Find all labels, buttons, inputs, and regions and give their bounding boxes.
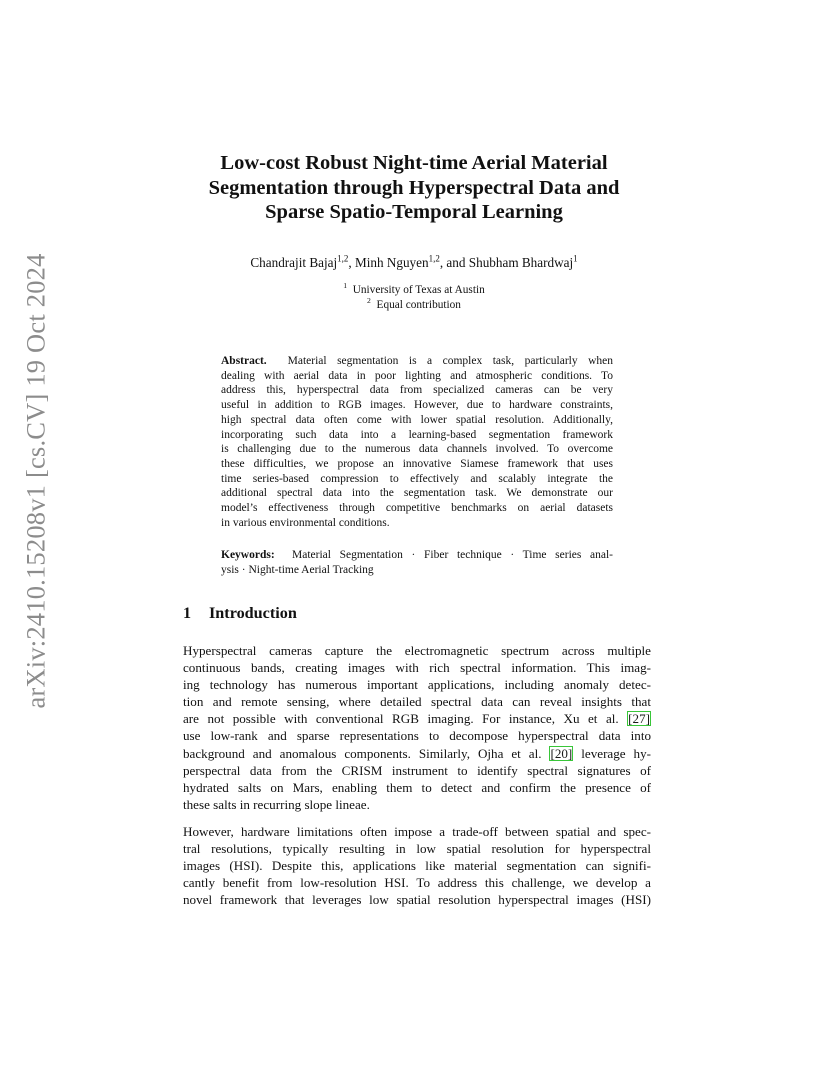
paragraph-line: images (HSI). Despite this, applications like material segmentation can signifi- [183, 858, 651, 874]
citation-link[interactable]: [20] [550, 745, 573, 761]
paragraph-line: novel framework that leverages low spatial resolution hyperspectral images (HSI) [183, 892, 651, 908]
abstract-line: useful in addition to RGB images. However, due to hardware constraints, [221, 399, 613, 412]
author-affiliation-mark: 1,2 [337, 253, 349, 264]
paragraph-line: Hyperspectral cameras capture the electromagnetic spectrum across multiple [183, 643, 651, 658]
abstract-text: Material segmentation is a complex task, particularly when [287, 355, 613, 367]
author-name: Minh Nguyen [354, 255, 429, 270]
paragraph-line [183, 710, 651, 727]
paragraph-line [183, 745, 651, 762]
paragraph-line: However, hardware limitations often impose a trade-off between spatial and spec- [183, 824, 651, 839]
abstract-line: address this, hyperspectral data from specialized cameras can be very [221, 384, 613, 397]
affiliation-mark: 2 [367, 296, 371, 306]
paragraph-text: are not possible with conventional RGB imaging. For instance, Xu et al. [183, 711, 628, 727]
paragraph-text: leverage hy- [573, 745, 652, 761]
keywords-text: Material Segmentation · Fiber technique · Time series anal- [292, 549, 614, 561]
abstract [221, 354, 613, 530]
paragraph-text: background and anomalous components. Similarly, Ojha et al. [183, 745, 550, 761]
affiliations [150, 283, 678, 313]
abstract-line: additional spectral data into the segmentation task. We demonstrate our [221, 487, 613, 500]
paragraph-line: perspectral data from the CRISM instrument to identify spectral signatures of [183, 762, 651, 778]
author-name: Shubham Bhardwaj [468, 255, 574, 270]
paper-title [150, 151, 678, 225]
author-separator: , [348, 255, 355, 270]
paragraph-line: these salts in recurring slope lineae. [183, 796, 370, 812]
author-name: Chandrajit Bajaj [250, 255, 338, 270]
title-line: Sparse Spatio-Temporal Learning [265, 201, 563, 223]
author-list [150, 255, 678, 271]
paragraph-line: tion and remote sensing, where detailed spectral data can reveal insights that [183, 694, 651, 710]
keywords-line [221, 548, 613, 563]
author-separator: , and [439, 255, 469, 270]
paragraph-line: cantly benefit from low-resolution HSI. To address this challenge, we develop a [183, 875, 651, 891]
title-line: Low-cost Robust Night-time Aerial Material [220, 152, 608, 174]
affiliation-text: University of Texas at Austin [352, 284, 485, 296]
abstract-line: time series-based compression to effectively and scalably integrate the [221, 472, 613, 485]
abstract-line: dealing with aerial data in poor lighting and atmospheric conditions. To [221, 369, 613, 382]
keywords [221, 548, 613, 577]
title-line: Segmentation through Hyperspectral Data and [208, 176, 620, 199]
arxiv-identifier-stamp: arXiv:2410.15208v1 [cs.CV] 19 Oct 2024 [20, 253, 51, 709]
affiliation-item [150, 298, 678, 313]
section-number: 1 [183, 604, 192, 622]
abstract-line: model’s effectiveness through competitive benchmarks on aerial datasets [221, 502, 613, 515]
paragraph-line: tral resolutions, typically resulting in low spatial resolution for hyperspectral [183, 841, 651, 857]
intro-paragraph-2 [183, 823, 651, 908]
keywords-label: Keywords: [221, 549, 275, 561]
abstract-line: is challenging due to the numerous data channels involved. To overcome [221, 443, 613, 456]
affiliation-mark: 1 [343, 281, 348, 291]
abstract-line: incorporating such data into a learning-based segmentation framework [221, 428, 613, 441]
author-affiliation-mark: 1,2 [428, 253, 440, 264]
paragraph-line: continuous bands, creating images with rich spectral information. This imag- [183, 660, 651, 676]
paragraph-line: use low-rank and sparse representations to decompose hyperspectral data into [183, 728, 651, 744]
abstract-line: in various environmental conditions. [221, 516, 390, 529]
affiliation-text: Equal contribution [376, 299, 461, 311]
abstract-label: Abstract. [221, 355, 267, 367]
intro-paragraph-1 [183, 642, 651, 813]
citation-link[interactable]: [27] [628, 711, 650, 727]
author-affiliation-mark: 1 [573, 253, 578, 264]
abstract-line: these difficulties, we propose an innovative Siamese framework that uses [221, 457, 613, 470]
section-title: Introduction [209, 604, 297, 622]
keywords-line: ysis · Night-time Aerial Tracking [221, 563, 374, 576]
section-heading [183, 604, 297, 623]
paragraph-line: ing technology has numerous important applications, including anomaly detec- [183, 677, 651, 693]
abstract-line: high spectral data often come with lower spatial resolution. Additionally, [221, 413, 613, 426]
abstract-line [221, 354, 613, 369]
affiliation-item [150, 283, 678, 298]
paragraph-line: hydrated salts on Mars, enabling them to detect and confirm the presence of [183, 779, 651, 795]
